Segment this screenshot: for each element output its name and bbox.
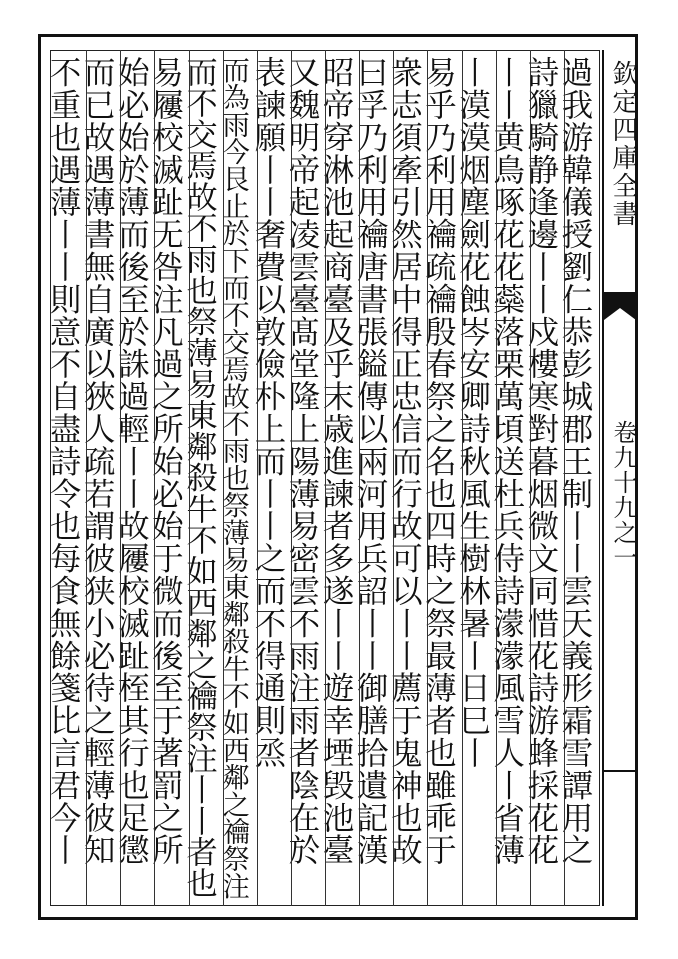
text-column: 而已故遇薄書無自廣以狹人疏若謂彼狭小必待之輕薄彼知 <box>78 56 115 866</box>
text-column: 曰孚乃利用禴唐書張鎰傳以兩河用兵詔丨丨御膳拾遺記漢 <box>351 56 388 866</box>
column-rule <box>462 50 463 906</box>
column-rule <box>325 50 326 906</box>
column-rule <box>257 50 258 906</box>
column-rule <box>530 50 531 906</box>
text-column: 表諫願丨丨奢費以敦儉朴上而丨丨之而不得通則烝 <box>248 56 285 769</box>
volume-label: 卷九十九之一 <box>609 420 637 570</box>
text-column: 昭帝穿淋池起商臺及乎末歳進諫者多遂丨丨遊幸堙毁池臺 <box>317 56 354 866</box>
text-column: 又魏明帝起凌雲臺髙堂隆上陽薄易密雲不雨注雨者陰在於 <box>282 56 319 866</box>
text-column: 而為雨今艮止於下而不交焉故不雨也祭薄易東鄰殺牛不如西鄰之禴祭注 <box>217 56 249 900</box>
column-rule <box>291 50 292 906</box>
margin-divider <box>604 770 636 772</box>
text-column: 易屨校滅趾无咎注凡過之所始必始于微而後至于著罰之所 <box>146 56 183 866</box>
column-rule <box>189 50 190 906</box>
text-column: 始必始於薄而後至於誅過輕丨丨故屨校滅趾桎其行也足懲 <box>112 56 149 866</box>
column-rule <box>223 50 224 906</box>
fishtail-mark-icon <box>604 292 636 320</box>
text-column: 詩獵騎静逢邊丨丨戍樓寒對暮烟微文同惜花詩游蜂採花花 <box>521 56 558 866</box>
column-rule <box>120 50 121 906</box>
text-column: 丨丨黄鳥啄花花蘂落栗萬頃送杜兵侍詩濛濛風雪人丨省薄 <box>487 56 524 866</box>
column-rule <box>393 50 394 906</box>
text-column: 丨漠漠烟塵劍花蝕岑安卿詩秋風生樹林暑丨日巳丨 <box>453 56 490 769</box>
text-column: 過我游韓儀授劉仁恭彭城郡王制丨丨雲天義形霜雪譚用之 <box>555 56 592 866</box>
column-rule <box>427 50 428 906</box>
text-column: 不重也遇薄丨丨則意不自盡詩令也每食無餘箋比言君今丨 <box>44 56 81 866</box>
column-rule <box>154 50 155 906</box>
text-column: 而不交焉故不雨也祭薄易東鄰殺牛不如西鄰之禴祭注丨丨者也 <box>180 56 217 899</box>
text-column: 衆志須牽引然居中得正忠信而行故可以丨丨薦于鬼神也故 <box>385 56 422 866</box>
column-rule <box>359 50 360 906</box>
book-title: 欽定四庫全書 <box>608 60 638 228</box>
column-rule <box>496 50 497 906</box>
text-column: 易乎乃利用禴疏禴殷春祭之名也四時之祭最薄者也雖乖于 <box>419 56 456 866</box>
column-rule <box>564 50 565 906</box>
column-rule <box>86 50 87 906</box>
